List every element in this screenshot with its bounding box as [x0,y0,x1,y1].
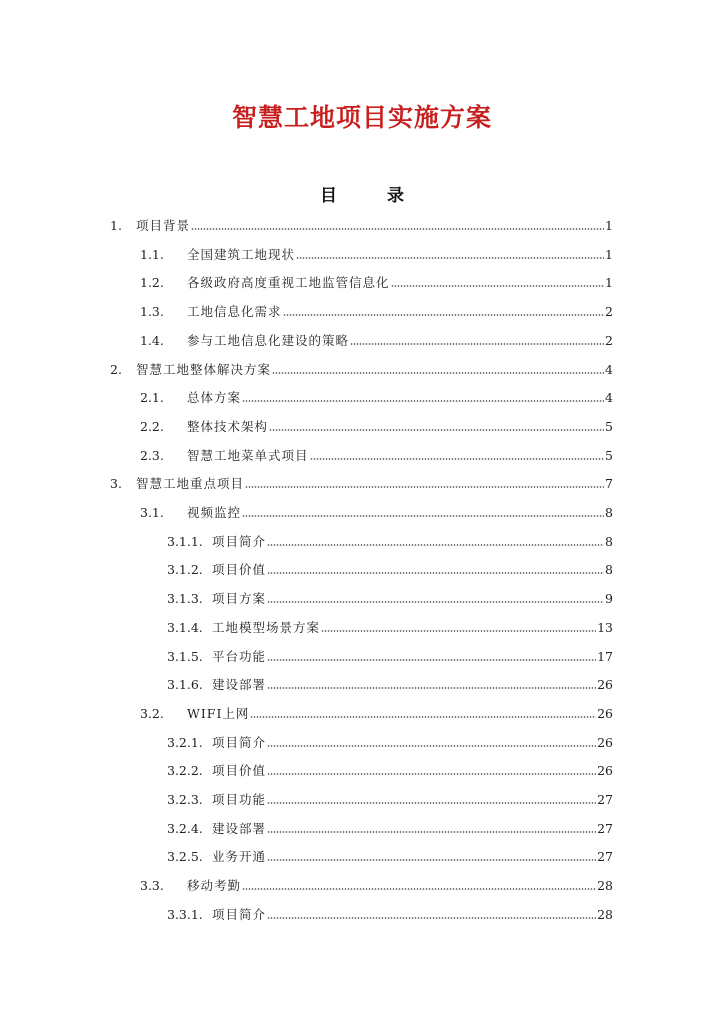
toc-entry-number: 3.1. [140,505,164,520]
toc-entry[interactable] [110,470,613,492]
toc-entry-title: 整体技术架构 [187,418,269,434]
toc-dot-leader [267,801,596,805]
document-title: 智慧工地项目实施方案 [231,103,492,132]
toc-dot-leader [310,457,605,461]
toc-entry[interactable] [140,384,613,406]
toc-entry-number: 3. [110,476,122,492]
toc-entry-page-number: 17 [597,648,613,664]
toc-entry-title: 智慧工地菜单式项目 [187,447,309,463]
toc-dot-leader [242,399,604,403]
toc-entry-page-number: 27 [597,820,613,836]
toc-entry-page-number: 5 [605,447,613,463]
toc-entry-number: 1. [110,218,122,233]
toc-entry-page-number: 26 [597,763,613,779]
toc-entry-page-number: 13 [597,619,613,635]
toc-entry-page-number: 1 [605,218,613,233]
toc-entry[interactable] [140,413,613,435]
toc-dot-leader [191,227,604,231]
toc-entry-number: 3.2.1. [167,734,203,750]
toc-dot-leader [272,371,604,375]
toc-entry[interactable] [140,499,613,521]
toc-entry[interactable] [167,757,613,779]
toc-entry-title: 项目价值 [212,562,267,578]
toc-entry-page-number: 27 [597,792,613,807]
toc-entry-number: 1.4. [140,332,164,348]
toc-entry-number: 2.3. [140,447,164,463]
toc-dot-leader [245,485,604,489]
toc-dot-leader [267,658,596,662]
toc-entry-title: 项目价值 [212,763,267,779]
toc-entry[interactable] [167,614,613,636]
toc-entry-title: 项目简介 [212,906,267,922]
toc-entry-page-number: 8 [605,562,613,578]
toc-dot-leader [350,342,604,346]
toc-entry-title: 工地信息化需求 [187,304,282,320]
toc-entry-number: 3.2.4. [167,820,203,836]
toc-entry-page-number: 26 [597,705,613,721]
toc-dot-leader [242,514,604,518]
toc-entry-number: 3.1.3. [167,591,203,607]
toc-entry-number: 2.2. [140,418,164,434]
toc-entry-number: 3.2. [140,705,164,721]
toc-dot-leader [250,715,596,719]
toc-entry-number: 3.3.1. [167,906,203,922]
toc-dot-leader [267,916,596,920]
toc-entry[interactable] [140,442,613,464]
toc-dot-leader [267,858,596,862]
toc-dot-leader [242,887,596,891]
toc-entry-page-number: 4 [605,361,613,377]
toc-dot-leader [267,686,596,690]
toc-entry[interactable] [167,556,613,578]
toc-entry-title: 各级政府高度重视工地监管信息化 [187,275,390,291]
toc-entry-page-number: 7 [605,476,613,492]
toc-entry-number: 3.2.3. [167,792,203,807]
toc-dot-leader [296,256,604,260]
toc-entry-title: WIFI上网 [187,705,250,721]
toc-entry-page-number: 1 [605,275,613,291]
toc-entry-page-number: 28 [597,878,613,894]
toc-entry[interactable] [140,872,613,894]
toc-entry-title: 视频监控 [187,505,242,520]
toc-entry-page-number: 9 [605,591,613,607]
toc-entry-number: 3.3. [140,878,164,894]
toc-dot-leader [267,830,596,834]
toc-entry-number: 3.1.5. [167,648,203,664]
toc-entry-number: 3.1.4. [167,619,203,635]
toc-entry-number: 3.1.6. [167,677,203,693]
toc-entry-page-number: 26 [597,734,613,750]
toc-entry-title: 智慧工地整体解决方案 [136,361,272,377]
toc-entry-title: 全国建筑工地现状 [187,246,296,262]
toc-entry[interactable] [110,212,613,234]
toc-entry[interactable] [167,671,613,693]
toc-entry[interactable] [167,528,613,550]
toc-entry-page-number: 8 [605,505,613,520]
toc-entry-title: 项目简介 [212,734,267,750]
toc-dot-leader [283,313,605,317]
toc-entry-number: 2.1. [140,390,164,406]
toc-entry[interactable] [140,700,613,722]
toc-dot-leader [321,629,596,633]
toc-heading: 目 录 [320,186,426,206]
toc-entry-title: 智慧工地重点项目 [136,476,245,492]
toc-entry-number: 3.1.2. [167,562,203,578]
toc-entry-page-number: 27 [597,849,613,865]
toc-dot-leader [269,428,604,432]
toc-entry-page-number: 2 [605,332,613,348]
toc-entry[interactable] [167,729,613,751]
toc-entry[interactable] [140,327,613,349]
toc-entry-number: 3.2.2. [167,763,203,779]
toc-dot-leader [267,744,596,748]
toc-entry-title: 项目简介 [212,533,267,549]
toc-entry-title: 业务开通 [212,849,267,865]
toc-entry-page-number: 26 [597,677,613,693]
toc-entry[interactable] [140,269,613,291]
toc-entry-title: 建设部署 [212,820,267,836]
toc-entry-page-number: 4 [605,390,613,406]
toc-entry-title: 平台功能 [212,648,267,664]
toc-entry-number: 1.2. [140,275,164,291]
toc-entry-title: 移动考勤 [187,878,242,894]
toc-entry-number: 2. [110,361,122,377]
toc-entry-title: 项目方案 [212,591,267,607]
toc-entry[interactable] [167,843,613,865]
toc-dot-leader [267,772,596,776]
toc-entry-page-number: 5 [605,418,613,434]
toc-dot-leader [267,600,604,604]
toc-entry-number: 3.1.1. [167,533,203,549]
toc-entry-number: 1.1. [140,246,164,262]
toc-entry-number: 1.3. [140,304,164,320]
toc-entry-title: 建设部署 [212,677,267,693]
toc-dot-leader [267,543,604,547]
toc-entry-title: 参与工地信息化建设的策略 [187,332,350,348]
toc-entry[interactable] [140,298,613,320]
toc-dot-leader [267,571,604,575]
toc-entry-page-number: 2 [605,304,613,320]
toc-entry-page-number: 8 [605,533,613,549]
toc-entry[interactable] [110,356,613,378]
toc-entry-title: 项目背景 [136,218,191,233]
toc-entry-title: 总体方案 [187,390,242,406]
toc-dot-leader [391,284,605,288]
toc-entry-title: 项目功能 [212,792,267,807]
toc-entry[interactable] [167,786,613,808]
toc-entry[interactable] [167,585,613,607]
toc-entry-number: 3.2.5. [167,849,203,865]
toc-entry[interactable] [167,643,613,665]
toc-entry-title: 工地模型场景方案 [212,619,321,635]
toc-entry[interactable] [167,815,613,837]
toc-entry[interactable] [167,901,613,923]
toc-entry-page-number: 28 [597,906,613,922]
toc-entry[interactable] [140,241,613,263]
toc-entry-page-number: 1 [605,246,613,262]
